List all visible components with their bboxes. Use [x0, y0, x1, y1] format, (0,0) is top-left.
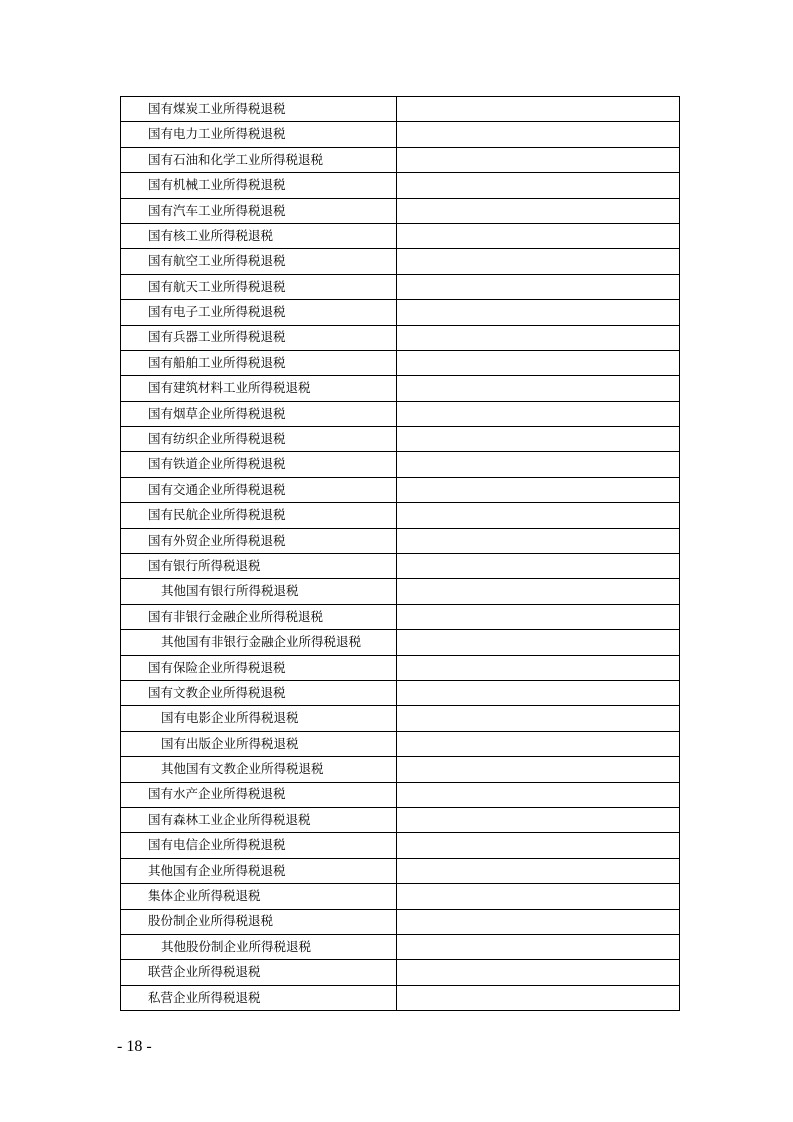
row-value: [397, 884, 680, 909]
row-value: [397, 554, 680, 579]
row-label: 其他国有银行所得税退税: [121, 579, 397, 604]
row-value: [397, 427, 680, 452]
row-value: [397, 198, 680, 223]
row-label: 国有出版企业所得税退税: [121, 731, 397, 756]
table-row: [121, 122, 680, 147]
table-row: [121, 833, 680, 858]
row-label: 私营企业所得税退税: [121, 985, 397, 1010]
row-value: [397, 477, 680, 502]
row-value: [397, 503, 680, 528]
row-value: [397, 680, 680, 705]
row-value: [397, 985, 680, 1010]
table-row: [121, 528, 680, 553]
row-label: 国有煤炭工业所得税退税: [121, 97, 397, 122]
row-label: 国有文教企业所得税退税: [121, 680, 397, 705]
row-label: 国有交通企业所得税退税: [121, 477, 397, 502]
table-row: [121, 401, 680, 426]
row-label: 其他国有企业所得税退税: [121, 858, 397, 883]
row-label: 其他股份制企业所得税退税: [121, 934, 397, 959]
table-row: [121, 757, 680, 782]
row-value: [397, 528, 680, 553]
table-row: [121, 350, 680, 375]
table-row: [121, 427, 680, 452]
row-label: 国有民航企业所得税退税: [121, 503, 397, 528]
table-row: [121, 452, 680, 477]
row-label: 国有电影企业所得税退税: [121, 706, 397, 731]
row-label: 国有航空工业所得税退税: [121, 249, 397, 274]
row-value: [397, 300, 680, 325]
row-label: 其他国有非银行金融企业所得税退税: [121, 630, 397, 655]
row-label: 国有保险企业所得税退税: [121, 655, 397, 680]
row-value: [397, 604, 680, 629]
row-value: [397, 731, 680, 756]
row-value: [397, 579, 680, 604]
table-row: [121, 604, 680, 629]
row-value: [397, 223, 680, 248]
row-value: [397, 807, 680, 832]
table-body: [121, 97, 680, 1011]
table-row: [121, 960, 680, 985]
row-label: 国有兵器工业所得税退税: [121, 325, 397, 350]
table-row: [121, 198, 680, 223]
table-row: [121, 147, 680, 172]
row-value: [397, 147, 680, 172]
row-label: 国有银行所得税退税: [121, 554, 397, 579]
row-label: 国有电力工业所得税退税: [121, 122, 397, 147]
table-row: [121, 680, 680, 705]
row-value: [397, 630, 680, 655]
row-label: 国有汽车工业所得税退税: [121, 198, 397, 223]
table-row: [121, 503, 680, 528]
table-row: [121, 630, 680, 655]
table-row: [121, 325, 680, 350]
row-label: 国有森林工业企业所得税退税: [121, 807, 397, 832]
table-row: [121, 249, 680, 274]
row-label: 国有铁道企业所得税退税: [121, 452, 397, 477]
row-label: 国有船舶工业所得税退税: [121, 350, 397, 375]
table-row: [121, 884, 680, 909]
table-row: [121, 706, 680, 731]
row-value: [397, 325, 680, 350]
row-value: [397, 376, 680, 401]
table-row: [121, 858, 680, 883]
table-row: [121, 554, 680, 579]
table-row: [121, 985, 680, 1010]
row-value: [397, 173, 680, 198]
row-value: [397, 757, 680, 782]
row-value: [397, 833, 680, 858]
table-row: [121, 909, 680, 934]
row-label: 国有水产企业所得税退税: [121, 782, 397, 807]
row-value: [397, 97, 680, 122]
row-value: [397, 934, 680, 959]
row-value: [397, 909, 680, 934]
row-label: 国有烟草企业所得税退税: [121, 401, 397, 426]
row-label: 国有电子工业所得税退税: [121, 300, 397, 325]
row-value: [397, 858, 680, 883]
row-label: 国有机械工业所得税退税: [121, 173, 397, 198]
table-row: [121, 655, 680, 680]
row-label: 国有石油和化学工业所得税退税: [121, 147, 397, 172]
row-label: 国有航天工业所得税退税: [121, 274, 397, 299]
table-row: [121, 477, 680, 502]
tax-refund-table: [120, 96, 680, 1011]
row-value: [397, 350, 680, 375]
row-label: 国有电信企业所得税退税: [121, 833, 397, 858]
row-value: [397, 249, 680, 274]
row-value: [397, 960, 680, 985]
row-label: 国有非银行金融企业所得税退税: [121, 604, 397, 629]
row-value: [397, 122, 680, 147]
table-row: [121, 173, 680, 198]
row-label: 股份制企业所得税退税: [121, 909, 397, 934]
row-label: 国有核工业所得税退税: [121, 223, 397, 248]
table-row: [121, 376, 680, 401]
table-row: [121, 223, 680, 248]
row-label: 联营企业所得税退税: [121, 960, 397, 985]
row-label: 国有纺织企业所得税退税: [121, 427, 397, 452]
table-row: [121, 731, 680, 756]
table-row: [121, 274, 680, 299]
row-value: [397, 401, 680, 426]
row-label: 集体企业所得税退税: [121, 884, 397, 909]
row-label: 国有外贸企业所得税退税: [121, 528, 397, 553]
table-row: [121, 579, 680, 604]
table-row: [121, 300, 680, 325]
page-number: - 18 -: [117, 1038, 152, 1055]
row-value: [397, 452, 680, 477]
row-label: 国有建筑材料工业所得税退税: [121, 376, 397, 401]
table-row: [121, 97, 680, 122]
row-label: 其他国有文教企业所得税退税: [121, 757, 397, 782]
row-value: [397, 706, 680, 731]
table-row: [121, 782, 680, 807]
table-row: [121, 807, 680, 832]
row-value: [397, 655, 680, 680]
row-value: [397, 274, 680, 299]
row-value: [397, 782, 680, 807]
table-row: [121, 934, 680, 959]
